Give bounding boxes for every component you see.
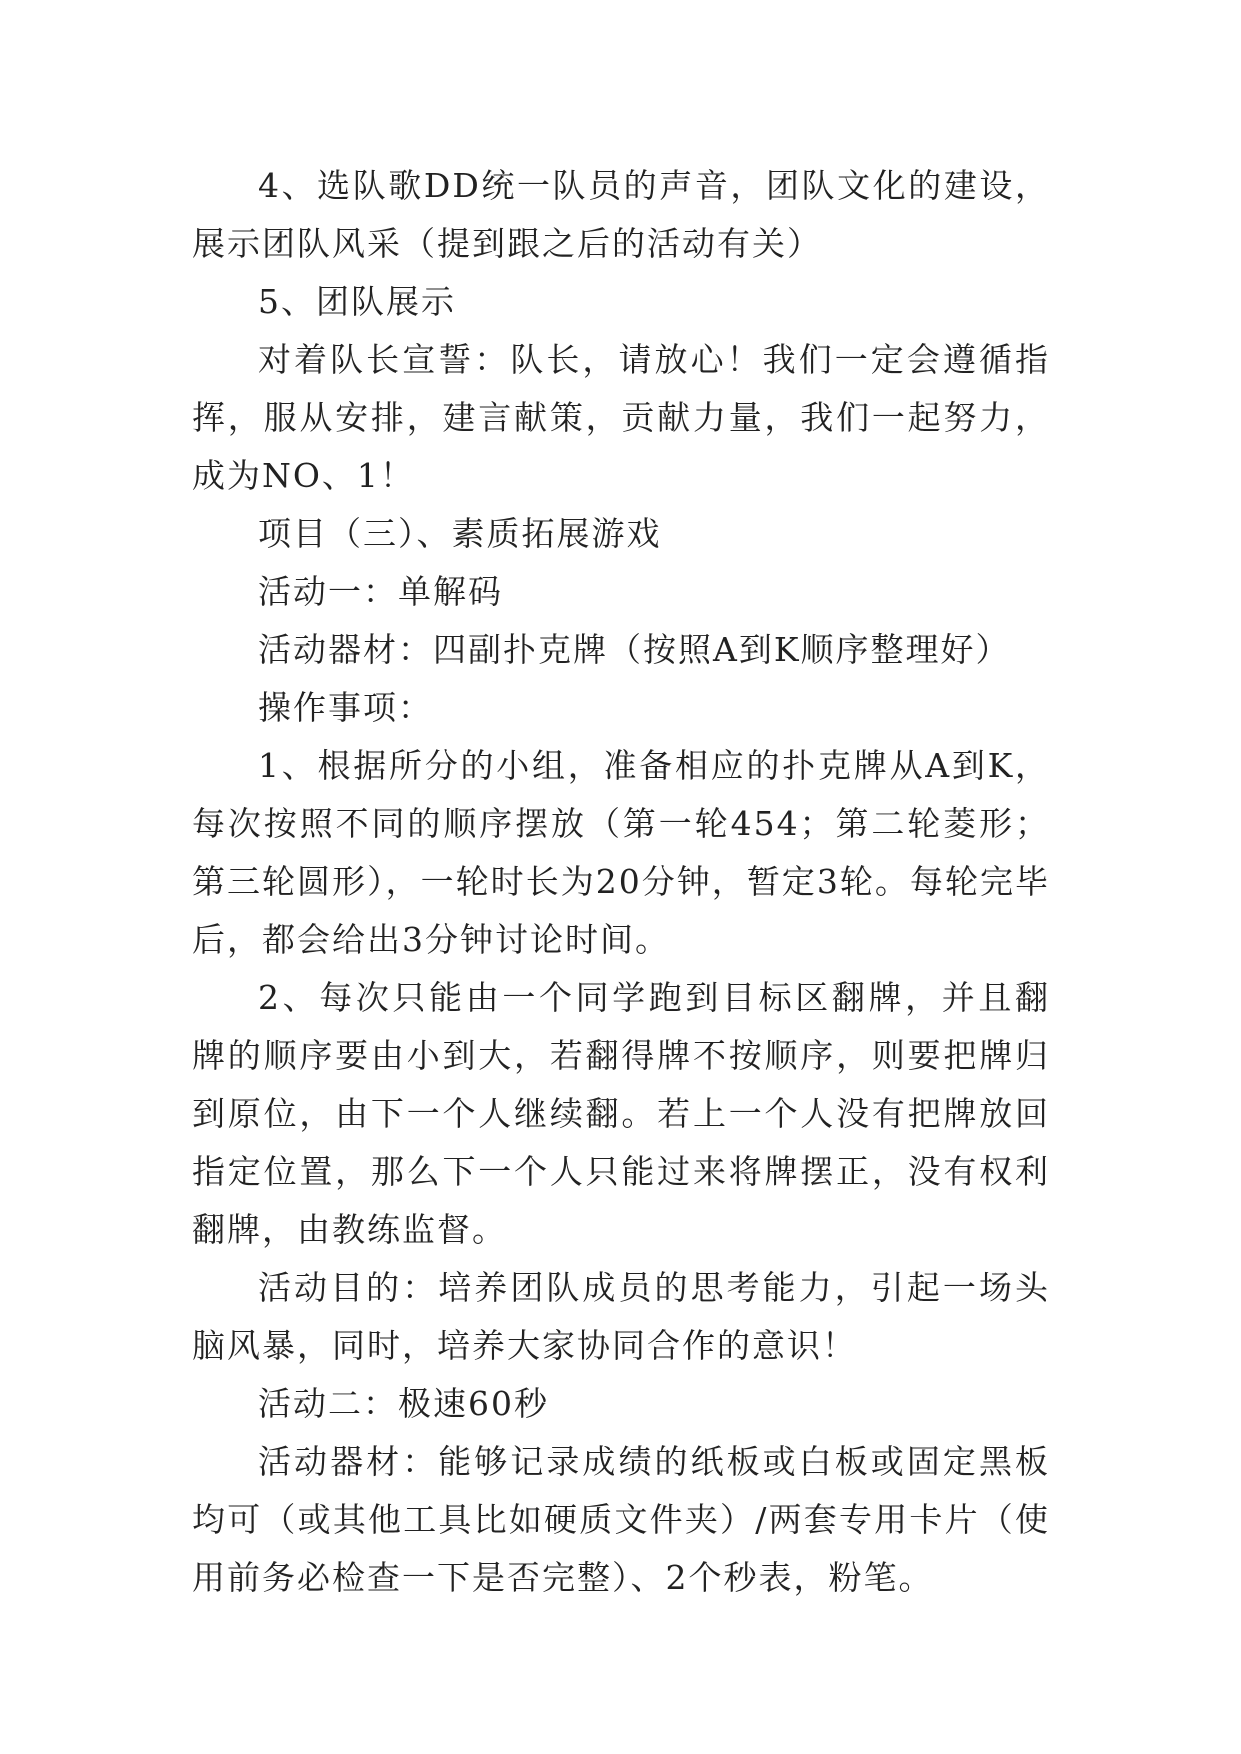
document-body xyxy=(192,157,1050,1607)
paragraph-project-three: 项目（三）、素质拓展游戏 xyxy=(258,514,662,553)
paragraph-activity-one: 活动一：单解码 xyxy=(258,572,503,611)
paragraph-operation-items: 操作事项： xyxy=(258,688,433,727)
paragraph-team-song: 4、选队歌DD统一队员的声音，团队文化的建设，展示团队风采（提到跟之后的活动有关） xyxy=(192,166,1050,263)
paragraph-team-display: 5、团队展示 xyxy=(258,282,456,321)
paragraph-activity-one-equipment: 活动器材：四副扑克牌（按照A到K顺序整理好） xyxy=(258,630,1011,669)
paragraph-activity-two: 活动二：极速60秒 xyxy=(258,1384,549,1423)
paragraph-rule-two: 2、每次只能由一个同学跑到目标区翻牌，并且翻牌的顺序要由小到大，若翻得牌不按顺序，则要把牌归到原位，由下一个人继续翻。若上一个人没有把牌放回指定位置，那么下一个人只能过来将牌摆正，没有权利翻牌，由教练监督。 xyxy=(192,978,1050,1249)
paragraph-rule-one: 1、根据所分的小组，准备相应的扑克牌从A到K，每次按照不同的顺序摆放（第一轮454；第二轮菱形；第三轮圆形），一轮时长为20分钟，暂定3轮。每轮完毕后，都会给出3分钟讨论时间。 xyxy=(192,746,1050,959)
paragraph-activity-purpose: 活动目的：培养团队成员的思考能力，引起一场头脑风暴，同时，培养大家协同合作的意识！ xyxy=(192,1268,1050,1365)
paragraph-oath: 对着队长宣誓：队长，请放心！我们一定会遵循指挥，服从安排，建言献策，贡献力量，我们一起努力，成为NO、1！ xyxy=(192,340,1050,495)
paragraph-activity-two-equipment: 活动器材：能够记录成绩的纸板或白板或固定黑板均可（或其他工具比如硬质文件夹）/两套专用卡片（使用前务必检查一下是否完整）、2个秒表，粉笔。 xyxy=(192,1442,1050,1597)
